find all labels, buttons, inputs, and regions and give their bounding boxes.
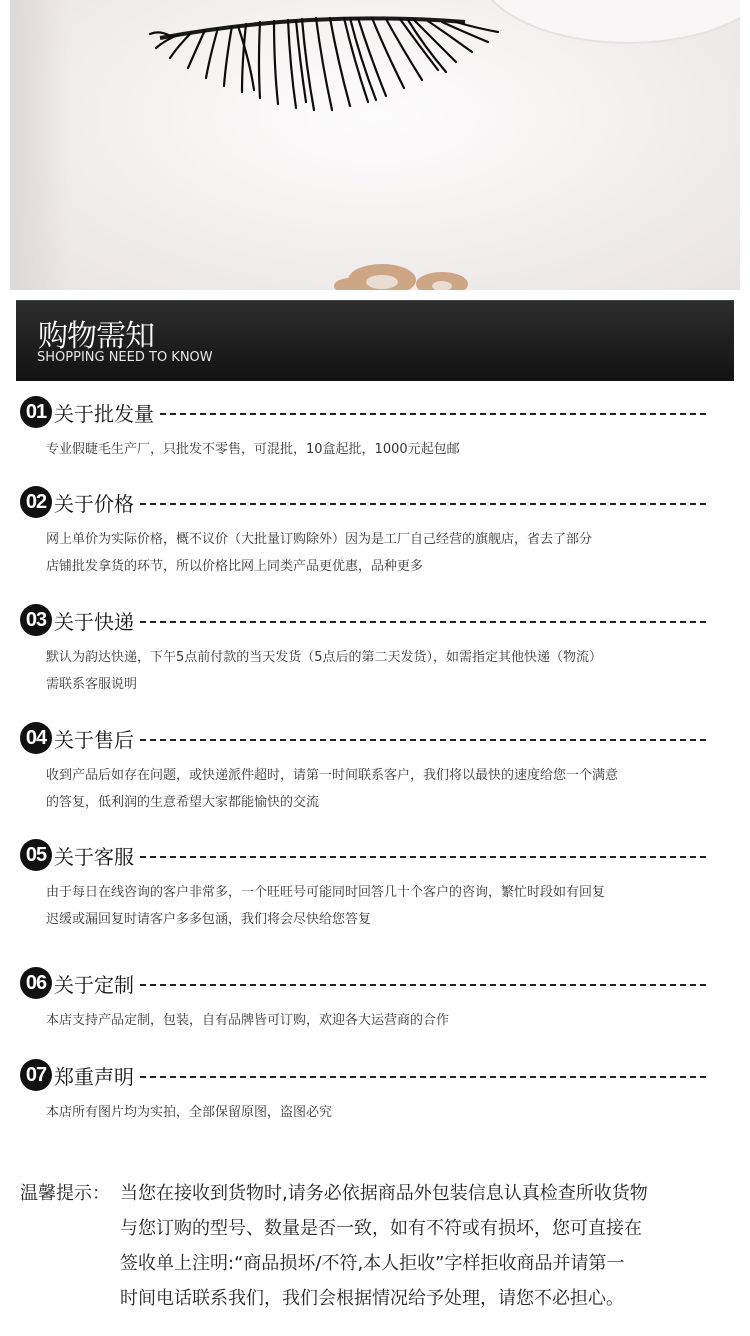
section-header — [20, 839, 710, 871]
section-number-badge: 02 — [20, 486, 52, 518]
dashed-rule — [140, 856, 706, 858]
header-banner — [16, 300, 734, 381]
section-number-badge: 07 — [20, 1059, 52, 1091]
section-text-line: 网上单价为实际价格，概不议价（大批量订购除外）因为是工厂自己经营的旗舰店，省去了部分 — [46, 532, 593, 547]
section-text-line: 本店所有图片均为实拍，全部保留原图，盗图必究 — [46, 1105, 333, 1120]
tips-text — [120, 1176, 720, 1316]
section-title: 关于售后 — [54, 727, 134, 752]
section-statement — [20, 1059, 710, 1126]
section-number-badge: 05 — [20, 839, 52, 871]
section-title: 关于定制 — [54, 972, 134, 997]
section-express — [20, 604, 710, 698]
section-title: 关于价格 — [54, 491, 134, 516]
tips-text-line: 时间电话联系我们，我们会根据情况给予处理，请您不必担心。 — [120, 1288, 624, 1309]
section-text-line: 由于每日在线咨询的客户非常多，一个旺旺号可能同时回答几十个客户的咨询，繁忙时段如有回复 — [46, 885, 606, 900]
tips-label: 温馨提示： — [20, 1183, 110, 1204]
eyelash-image — [10, 0, 740, 290]
section-after-sales — [20, 722, 710, 816]
section-number-badge: 04 — [20, 722, 52, 754]
dashed-rule — [140, 503, 706, 505]
section-text-line: 店铺批发拿货的环节，所以价格比网上同类产品更优惠，品种更多 — [46, 559, 424, 574]
section-wholesale — [20, 396, 710, 463]
section-body — [46, 644, 710, 698]
section-text-line: 的答复，低利润的生意希望大家都能愉快的交流 — [46, 795, 320, 810]
section-text-line: 本店支持产品定制，包装，自有品牌皆可订购，欢迎各大运营商的合作 — [46, 1013, 450, 1028]
tips-text-line: 当您在接收到货物时,请务必依据商品外包装信息认真检查所收货物 — [120, 1183, 648, 1204]
section-price — [20, 486, 710, 580]
section-body — [46, 1099, 710, 1126]
section-customization — [20, 967, 710, 1034]
tips-text-line: 与您订购的型号、数量是否一致，如有不符或有损坏，您可直接在 — [120, 1218, 642, 1239]
dashed-rule — [160, 413, 706, 415]
section-header — [20, 967, 710, 999]
section-text-line: 收到产品后如存在问题，或快递派件超时，请第一时间联系客户，我们将以最快的速度给您一个满意 — [46, 768, 619, 783]
section-text-line: 迟缓或漏回复时请客户多多包涵，我们将会尽快给您答复 — [46, 912, 372, 927]
section-number-badge: 01 — [20, 396, 52, 428]
dashed-rule — [140, 984, 706, 986]
section-header — [20, 486, 710, 518]
section-number-badge: 06 — [20, 967, 52, 999]
section-header — [20, 722, 710, 754]
section-text-line: 需联系客服说明 — [46, 677, 138, 692]
section-title: 郑重声明 — [54, 1064, 134, 1089]
section-header — [20, 604, 710, 636]
section-title: 关于批发量 — [54, 401, 154, 426]
tips-text-line: 签收单上注明:“商品损坏/不符,本人拒收”字样拒收商品并请第一 — [120, 1253, 625, 1274]
section-number-badge: 03 — [20, 604, 52, 636]
section-body — [46, 526, 710, 580]
dashed-rule — [140, 621, 706, 623]
section-title: 关于客服 — [54, 844, 134, 869]
product-photo — [10, 0, 740, 290]
section-body — [46, 436, 710, 463]
banner-title: 购物需知 — [38, 319, 154, 354]
section-customer-service — [20, 839, 710, 933]
section-body — [46, 879, 710, 933]
section-body — [46, 762, 710, 816]
dashed-rule — [140, 1076, 706, 1078]
dashed-rule — [140, 739, 706, 741]
section-body — [46, 1007, 710, 1034]
section-header — [20, 1059, 710, 1091]
banner-subtitle: SHOPPING NEED TO KNOW — [37, 350, 213, 365]
section-text-line: 默认为韵达快递，下午5点前付款的当天发货（5点后的第二天发货），如需指定其他快递（物流） — [46, 650, 603, 665]
section-header — [20, 396, 710, 428]
section-text-line: 专业假睫毛生产厂，只批发不零售，可混批，10盒起批，1000元起包邮 — [46, 442, 460, 457]
section-title: 关于快递 — [54, 609, 134, 634]
